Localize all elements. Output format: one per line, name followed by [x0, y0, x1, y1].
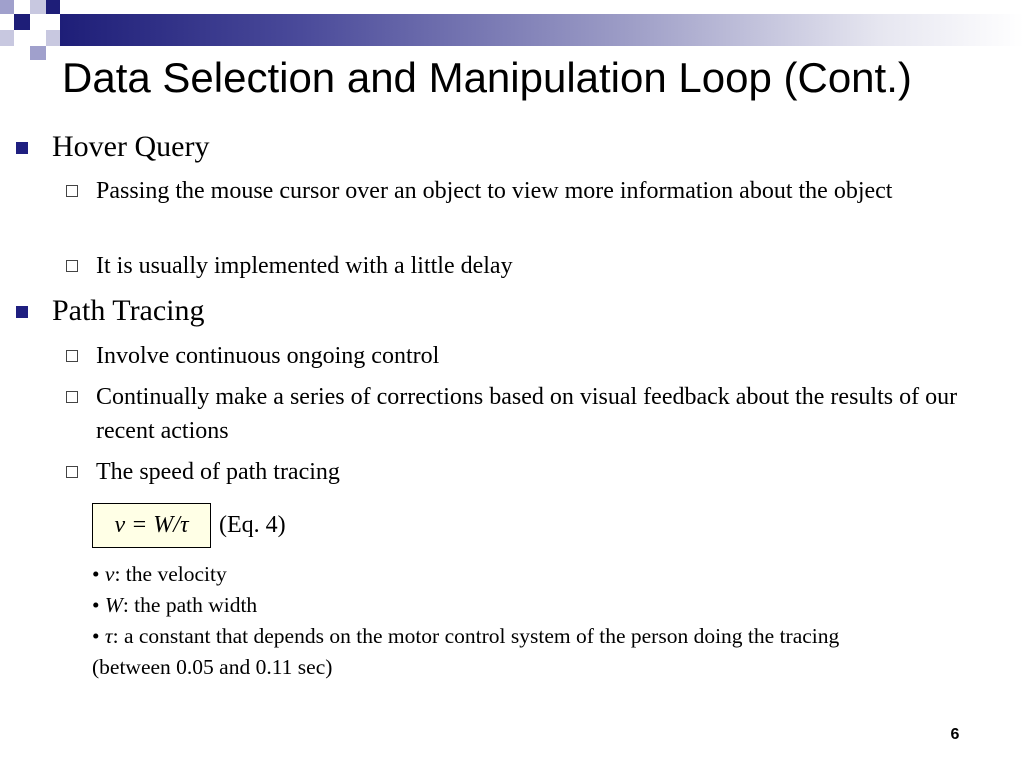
- definition-tau-range: (between 0.05 and 0.11 sec): [92, 655, 333, 679]
- definition-width: [92, 590, 1002, 621]
- bullet-item: The speed of path tracing: [96, 459, 340, 485]
- bullet-item: It is usually implemented with a little delay: [96, 253, 513, 279]
- deco-square: [0, 0, 14, 14]
- equation-box: v = W/τ: [92, 503, 211, 548]
- bullet-item: Involve continuous ongoing control: [96, 343, 440, 369]
- deco-square: [30, 0, 46, 14]
- deco-square: [46, 0, 60, 14]
- bullet-hollow-square-icon: [66, 391, 78, 403]
- deco-square: [30, 14, 46, 30]
- section-heading-path-tracing: Path Tracing: [52, 294, 205, 327]
- header-decoration: [0, 0, 1024, 60]
- definition-velocity: [92, 559, 1002, 590]
- deco-square: [0, 30, 14, 46]
- symbol-w: W: [104, 593, 123, 617]
- definition-bullet: •: [92, 593, 100, 617]
- definition-text: : the path width: [122, 593, 258, 617]
- definition-tau: [92, 621, 1002, 652]
- page-number: 6: [950, 726, 960, 743]
- bullet-item: Continually make a series of corrections based on visual feedback about the results of our recent actions: [96, 384, 958, 444]
- slide-title: Data Selection and Manipulation Loop (Cont.): [62, 54, 912, 101]
- definition-text: : a constant that depends on the motor control system of the person doing the tracing: [112, 624, 840, 648]
- deco-square: [14, 14, 30, 30]
- symbol-v: v: [104, 562, 115, 586]
- bullet-hollow-square-icon: [66, 185, 78, 197]
- definition-bullet: •: [92, 624, 100, 648]
- equation-label: (Eq. 4): [219, 512, 286, 538]
- deco-square: [46, 30, 60, 46]
- header-gradient-bar: [60, 14, 1024, 46]
- bullet-square-icon: [16, 306, 28, 318]
- bullet-item: Passing the mouse cursor over an object to view more information about the object: [96, 178, 893, 204]
- bullet-hollow-square-icon: [66, 260, 78, 272]
- definition-text: : the velocity: [114, 562, 227, 586]
- bullet-hollow-square-icon: [66, 466, 78, 478]
- deco-square: [30, 46, 46, 60]
- section-heading-hover-query: Hover Query: [52, 130, 210, 163]
- bullet-square-icon: [16, 142, 28, 154]
- symbol-tau: τ: [104, 624, 113, 648]
- bullet-hollow-square-icon: [66, 350, 78, 362]
- definition-bullet: •: [92, 562, 100, 586]
